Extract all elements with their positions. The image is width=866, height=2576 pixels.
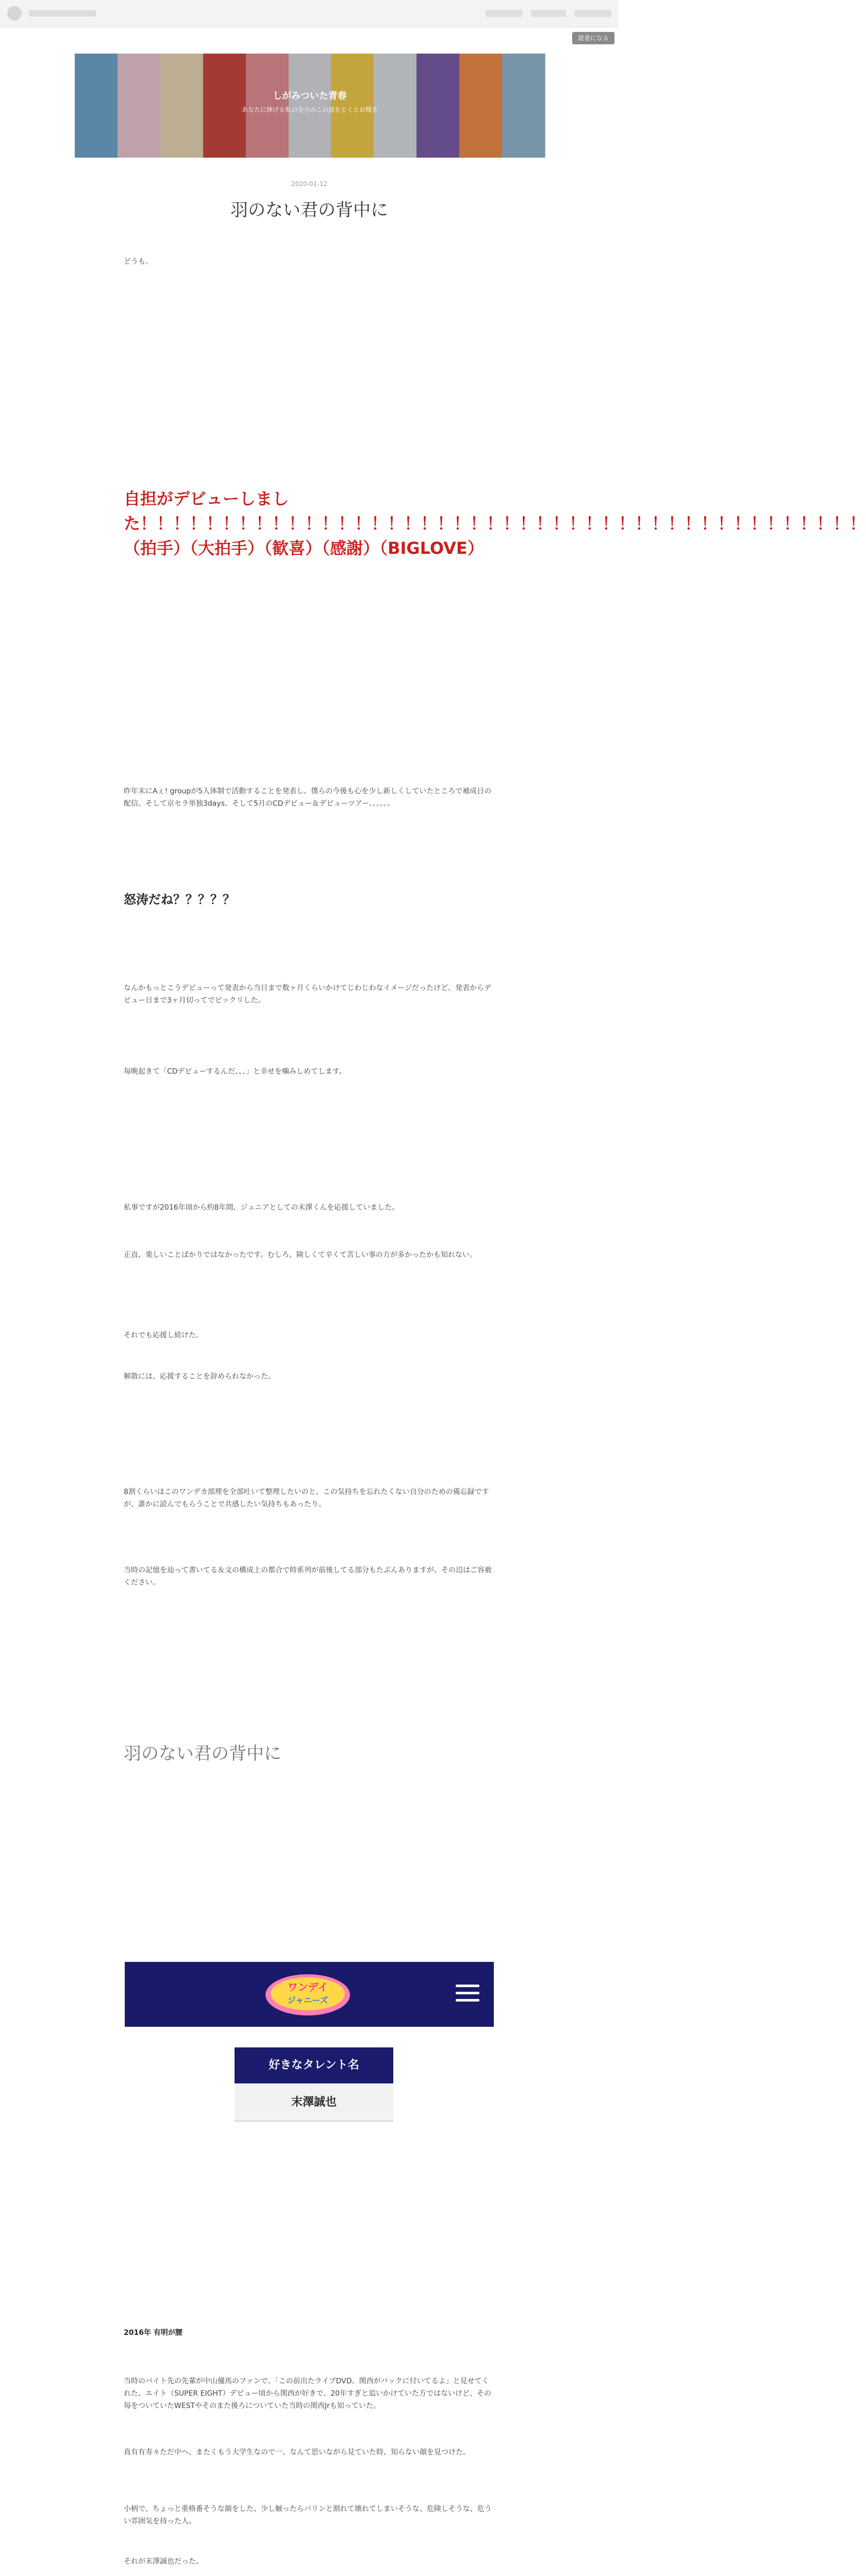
paragraph: 解散には、応援することを辞められなかった。	[124, 1372, 275, 1381]
paragraph: 8割くらいはこのワンデカ部理を全部吐いて整理したいのと、この気持ちを忘れたくない自分のための備忘録ですが、誰かに読んでもらうことで共感したい気持ちもあったり。	[124, 1488, 489, 1509]
user-avatar[interactable]	[7, 6, 22, 21]
paragraph: 毎晩起きて「CDデビューするんだ、、、」と幸せを噛みしめてします。	[124, 1067, 346, 1076]
blog-header-image[interactable]	[75, 54, 545, 158]
svg-text:ジャニーズ: ジャニーズ	[287, 1995, 328, 2005]
nav-link-1[interactable]	[486, 10, 523, 17]
paragraph: 当時の記憶を辿って書いてる＆文の構成上の都合で時系列が前後してる部分もたぶんありますが、その辺はご容赦ください。	[124, 1566, 492, 1587]
paragraph: 真有有寿々ただ中へ、またくもう大学生なので一、なんて思いながら見ていた時、知らない顔を見つけた。	[124, 2448, 470, 2456]
hamburger-menu-icon[interactable]	[456, 1985, 479, 2003]
nav-link-3[interactable]	[574, 10, 611, 17]
paragraph: 私事ですが2016年頃から約8年間、ジュニアとしての末澤くんを応援していました。	[124, 1204, 399, 1212]
post-date[interactable]: 2020-01-12	[291, 180, 327, 188]
nav-link-2[interactable]	[531, 10, 566, 17]
johnnys-logo-icon[interactable]	[264, 1971, 352, 2016]
question-heading: 怒涛だね？？？？？	[124, 892, 235, 907]
svg-text:ワンデイ: ワンデイ	[287, 1981, 328, 1993]
post-title[interactable]: 羽のない君の背中に	[230, 200, 388, 221]
paragraph-greeting: どうも。	[124, 258, 153, 266]
favorite-talent-value[interactable]: 末澤誠也	[235, 2084, 393, 2122]
section-title: 羽のない君の背中に	[124, 1743, 281, 1764]
site-name-placeholder[interactable]	[29, 10, 96, 16]
blog-title[interactable]: しがみついた青春	[273, 91, 347, 101]
paragraph: なんかもっとこうデビューって発表から当日まで数ヶ月くらいかけてじわじわなイメージだったけど、発表からデビュー日まで3ヶ月切ってでビックリした。	[124, 984, 492, 1005]
embedded-site-banner[interactable]	[125, 1962, 494, 2027]
blog-description: あなたに捧げる私の全力のこの話をとくとお聞き	[241, 106, 378, 113]
announcement-heading: 自担がデビューしました！！！！！！！！！！！！！！！！！！！！！！！！！！！！！！！！！！！！！！！！！！！！（拍手）（大拍手）（歓喜）（感謝）（BIGLOVE）	[124, 489, 866, 558]
paragraph: 当時のバイト先の先輩が中山優馬のファンで、「この前出たライブDVD、関西がバックに付いてるよ」と見せてくれた、エイト（SUPER EIGHT）デビュー頃から関西が好きで、20年すぎと追いかけていた方ではないけど、その毎をついていたWESTやそのまた後ろについていた当時の関西Jrも知っていた。	[124, 2377, 492, 2410]
paragraph: 小柄で、ちょっと重格番そうな顔をした、少し触ったらパリンと割れて壊れてしまいそうな、危険しそうな、危うい雰囲気を持った人。	[124, 2505, 492, 2526]
paragraph: 正直、楽しいことばかりではなかったです。むしろ、険しくて辛くて苦しい事の方が多かったかも知れない。	[124, 1251, 477, 1259]
paragraph: それでも応援し続けた。	[124, 1331, 203, 1340]
year-heading: 2016年 有明が腰	[124, 2329, 182, 2337]
paragraph: 昨年末にAぇ! groupが5人体制で活動することを発表し、僕らの今後も心を少し新しくしていたところで補成日の配信、そして京セラ単独3days、そして5月のCDデビュー＆デビューツアー。。。。。。	[124, 787, 492, 808]
top-bar	[0, 0, 619, 27]
subscribe-button[interactable]: 読者になる	[572, 32, 614, 44]
paragraph: それが末澤誠也だった。	[124, 2557, 203, 2566]
favorite-talent-label: 好きなタレント名	[235, 2047, 393, 2083]
